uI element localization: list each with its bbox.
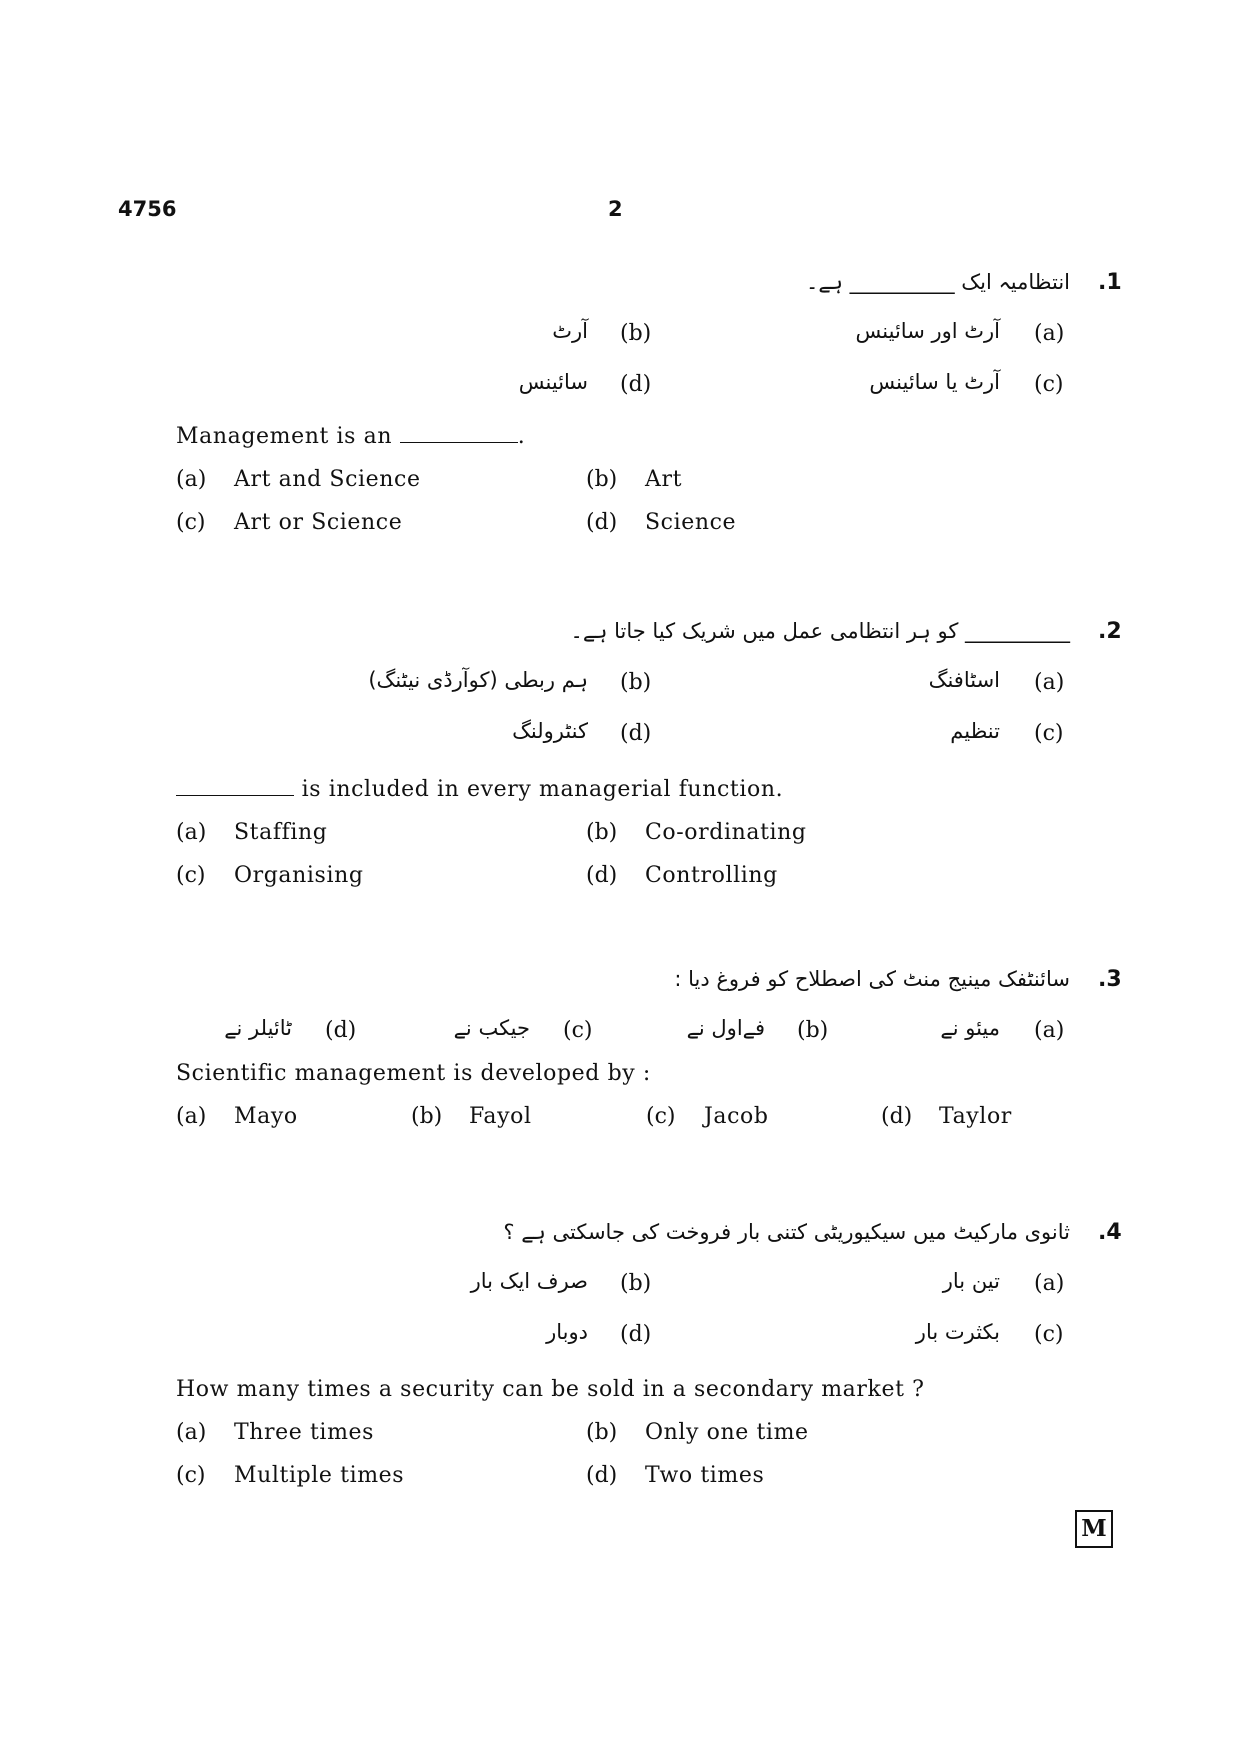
option-a-text: Three times [234,1420,375,1445]
urdu-option-key: (a) [1034,670,1065,695]
option-c-text: Jacob [704,1104,769,1129]
option-b-text: Co-ordinating [645,820,807,845]
urdu-option-d: سائینس [518,370,588,394]
option-d-text: Science [645,510,737,535]
urdu-option-a: اسٹافنگ [928,668,1000,692]
urdu-option-a: تین بار [942,1269,1000,1293]
urdu-option-key: (d) [620,1322,652,1347]
english-question-text [176,424,525,449]
answer-blank [176,793,294,796]
option-key: (b) [411,1104,443,1129]
urdu-option-key: (d) [325,1018,357,1043]
question-number: .3 [1098,967,1122,992]
option-key: (b) [586,467,618,492]
urdu-option-a: میئو نے [940,1016,1000,1040]
urdu-option-b: فےاول نے [686,1016,765,1040]
urdu-question-text: سائنٹفک مینیج منٹ کی اصطلاح کو فروغ دیا : [674,967,1070,991]
english-question-text [176,777,783,802]
option-key: (a) [176,820,207,845]
urdu-option-a: آرٹ اور سائینس [855,319,1000,343]
option-key: (b) [586,820,618,845]
option-key: (a) [176,1104,207,1129]
option-c-text: Organising [234,863,364,888]
option-a-text: Art and Science [234,467,421,492]
urdu-option-key: (b) [797,1018,829,1043]
urdu-option-key: (a) [1034,1018,1065,1043]
option-key: (c) [646,1104,676,1129]
urdu-option-d: دوبار [546,1320,588,1344]
urdu-option-b: ہم ربطی (کوآرڈی نیٹنگ) [368,668,588,692]
option-key: (d) [881,1104,913,1129]
urdu-option-d: کنٹرولنگ [512,719,588,743]
question-number: .4 [1098,1220,1122,1245]
option-b-text: Only one time [645,1420,809,1445]
english-question-text: How many times a security can be sold in a secondary market ? [176,1377,925,1402]
urdu-option-c: جیکب نے [453,1016,530,1040]
option-key: (c) [176,1463,206,1488]
question-number: .2 [1098,619,1122,644]
urdu-option-key: (a) [1034,1271,1065,1296]
urdu-option-d: ٹائیلر نے [224,1016,292,1040]
urdu-option-key: (c) [1034,372,1064,397]
question-text-end: is included in every managerial function. [301,777,784,802]
urdu-question-text: ثانوی مارکیٹ میں سیکیوریٹی کتنی بار فروخت کی جاسکتی ہے ؟ [503,1220,1070,1244]
urdu-option-key: (b) [620,1271,652,1296]
urdu-option-b: صرف ایک بار [470,1269,588,1293]
option-key: (c) [176,863,206,888]
urdu-question-text: انتظامیہ ایک __________ ہے۔ [806,270,1070,294]
urdu-option-key: (c) [1034,721,1064,746]
option-d-text: Controlling [645,863,778,888]
option-b-text: Fayol [469,1104,532,1129]
urdu-option-key: (c) [1034,1322,1064,1347]
urdu-option-c: بکثرت بار [915,1320,1000,1344]
urdu-question-text: __________ کو ہر انتظامی عمل میں شریک کیا جاتا ہے۔ [570,619,1070,643]
option-c-text: Art or Science [234,510,403,535]
option-a-text: Staffing [234,820,328,845]
english-question-text: Scientific management is developed by : [176,1061,651,1086]
urdu-option-c: تنظیم [950,719,1000,743]
option-key: (d) [586,1463,618,1488]
option-key: (a) [176,467,207,492]
option-b-text: Art [645,467,683,492]
urdu-option-b: آرٹ [552,319,588,343]
option-c-text: Multiple times [234,1463,405,1488]
answer-blank [400,440,518,443]
option-key: (d) [586,510,618,535]
option-key: (d) [586,863,618,888]
medium-mark-box: M [1075,1510,1113,1548]
urdu-option-key: (b) [620,670,652,695]
option-key: (c) [176,510,206,535]
page-number: 2 [608,197,623,221]
urdu-option-key: (d) [620,372,652,397]
option-d-text: Taylor [939,1104,1012,1129]
urdu-option-key: (b) [620,321,652,346]
paper-code: 4756 [118,197,177,221]
urdu-option-key: (d) [620,721,652,746]
option-key: (a) [176,1420,207,1445]
urdu-option-key: (c) [563,1018,593,1043]
question-number: .1 [1098,270,1122,295]
option-key: (b) [586,1420,618,1445]
option-d-text: Two times [645,1463,765,1488]
question-text-start: Management is an [176,424,393,449]
urdu-option-key: (a) [1034,321,1065,346]
question-text-end: . [517,424,526,449]
option-a-text: Mayo [234,1104,298,1129]
urdu-option-c: آرٹ یا سائینس [869,370,1000,394]
